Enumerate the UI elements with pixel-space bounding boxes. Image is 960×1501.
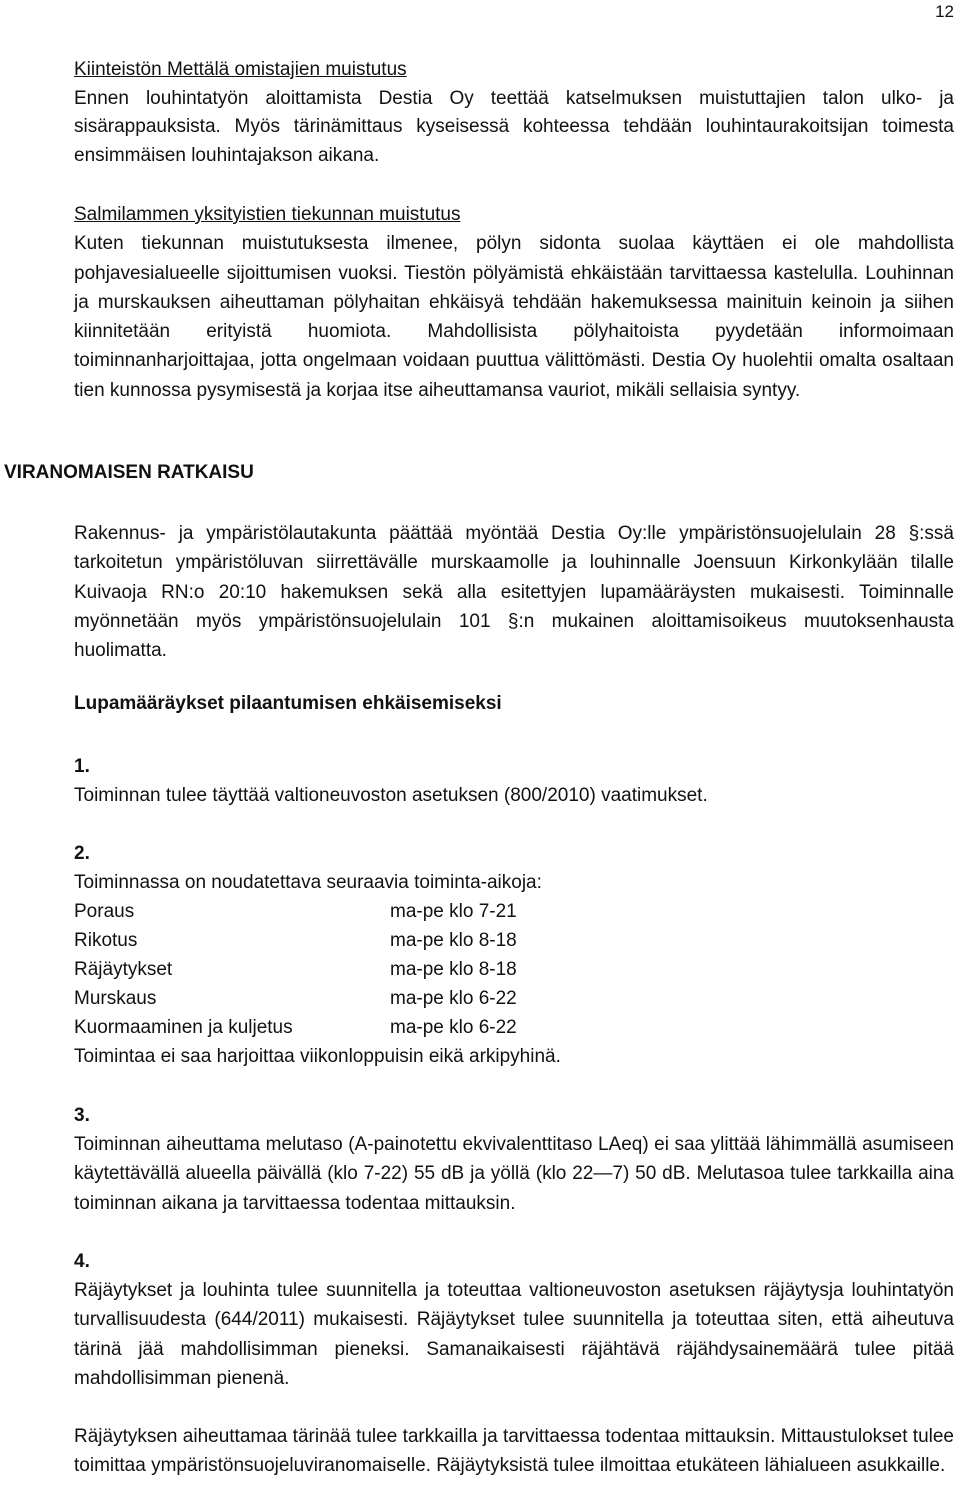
schedule-activity: Poraus <box>74 900 135 922</box>
condition-3-number: 3. <box>74 1105 90 1126</box>
schedule-table <box>74 897 517 1042</box>
schedule-hours: ma-pe klo 6-22 <box>390 987 517 1009</box>
salmilampi-notice <box>74 200 954 405</box>
mettala-notice <box>74 56 954 170</box>
schedule-row <box>74 926 517 955</box>
condition-2-note: Toimintaa ei saa harjoittaa viikonloppuisin eikä arkipyhinä. <box>74 1046 561 1068</box>
schedule-row <box>74 897 517 926</box>
salmilampi-notice-title: Salmilammen yksityistien tiekunnan muistutus <box>74 204 461 225</box>
schedule-activity: Kuormaaminen ja kuljetus <box>74 1016 293 1038</box>
decision-text: Rakennus- ja ympäristölautakunta päättää myöntää Destia Oy:lle ympäristönsuojelulain 28 §:ssä tarkoitetun ympäristöluvan siirrettävälle murskaamolle ja louhinnalle Joensuun Kirkonkylään tilalle Kuivaoja RN:o 20:10 hakemuksen sekä alla esitettyjen lupamääräysten mukaisesti. Toiminnalle myönnetään myös ympäristönsuojelulain 101 §:n mukainen aloittamisoikeus muutoksenhausta huolimatta. <box>74 523 954 662</box>
schedule-hours: ma-pe klo 8-18 <box>390 958 517 980</box>
schedule-hours: ma-pe klo 6-22 <box>390 1016 517 1038</box>
schedule-hours: ma-pe klo 8-18 <box>390 929 517 951</box>
page-number: 12 <box>935 2 954 21</box>
condition-1 <box>74 752 954 810</box>
condition-3 <box>74 1101 954 1218</box>
condition-2-intro: Toiminnassa on noudatettava seuraavia toiminta-aikoja: <box>74 872 542 893</box>
condition-1-number: 1. <box>74 756 90 777</box>
condition-3-text: Toiminnan aiheuttama melutaso (A-painotettu ekvivalenttitaso LAeq) ei saa ylittää lähimmällä asumiseen käytettävällä alueella päivällä (klo 7-22) 55 dB ja yöllä (klo 22—7) 50 dB. Melutasoa tulee tarkkailla aina toiminnan aikana ja tarvittaessa todentaa mittauksin. <box>74 1134 954 1214</box>
schedule-row <box>74 1013 517 1042</box>
condition-2-number: 2. <box>74 843 90 864</box>
conditions-heading: Lupamääräykset pilaantumisen ehkäisemiseksi <box>74 693 502 714</box>
condition-4-number: 4. <box>74 1251 90 1272</box>
mettala-notice-title: Kiinteistön Mettälä omistajien muistutus <box>74 59 407 80</box>
decision-heading: VIRANOMAISEN RATKAISU <box>4 462 254 483</box>
schedule-hours: ma-pe klo 7-21 <box>390 900 517 922</box>
decision-section <box>74 519 954 665</box>
condition-4 <box>74 1247 954 1481</box>
schedule-activity: Räjäytykset <box>74 958 173 980</box>
salmilampi-notice-body: Kuten tiekunnan muistutuksesta ilmenee, pölyn sidonta suolaa käyttäen ei ole mahdollista pohjavesialueelle sijoittumisen vuoksi. Tiestön pölyämistä ehkäistään tarvittaessa kastelulla. Louhinnan ja murskauksen aiheuttaman pölyhaitan ehkäisyä tehdään hakemuksessa mainituin keinoin ja siihen kiinnitetään erityistä huomiota. Mahdollisista pölyhaitoista pyydetään informoimaan toiminnanharjoittajaa, jotta ongelmaan voidaan puuttua välittömästi. Destia Oy huolehtii omalta osaltaan tien kunnossa pysymisestä ja korjaa itse aiheuttamansa vauriot, mikäli sellaisia syntyy. <box>74 233 954 401</box>
condition-2 <box>74 839 954 1072</box>
schedule-row <box>74 955 517 984</box>
schedule-activity: Murskaus <box>74 987 157 1009</box>
condition-4-text: Räjäytykset ja louhinta tulee suunnitella ja toteuttaa valtioneuvoston asetuksen räjäytysja louhintatyön turvallisuudesta (644/2011) mukaisesti. Räjäytykset tulee suunnitella ja toteuttaa siten, että aiheutuva tärinä jää mahdollisimman pieneksi. Samanaikaisesti räjähtävä räjähdysainemäärä tulee pitää mahdollisimman pienenä. <box>74 1280 954 1389</box>
condition-4-text-2: Räjäytyksen aiheuttamaa tärinää tulee tarkkailla ja tarvittaessa todentaa mittauksin. Mittaustulokset tulee toimittaa ympäristönsuojeluviranomaiselle. Räjäytyksistä tulee ilmoittaa etukäteen lähialueen asukkaille. <box>74 1426 954 1477</box>
schedule-row <box>74 984 517 1013</box>
mettala-notice-body: Ennen louhintatyön aloittamista Destia Oy teettää katselmuksen muistuttajien talon ulko- ja sisärappauksista. Myös tärinämittaus kyseisessä kohteessa tehdään louhintaurakoitsijan toimesta ensimmäisen louhintajakson aikana. <box>74 87 954 166</box>
schedule-activity: Rikotus <box>74 929 138 951</box>
conditions-heading-wrap <box>74 693 954 715</box>
condition-1-text: Toiminnan tulee täyttää valtioneuvoston asetuksen (800/2010) vaatimukset. <box>74 785 708 806</box>
